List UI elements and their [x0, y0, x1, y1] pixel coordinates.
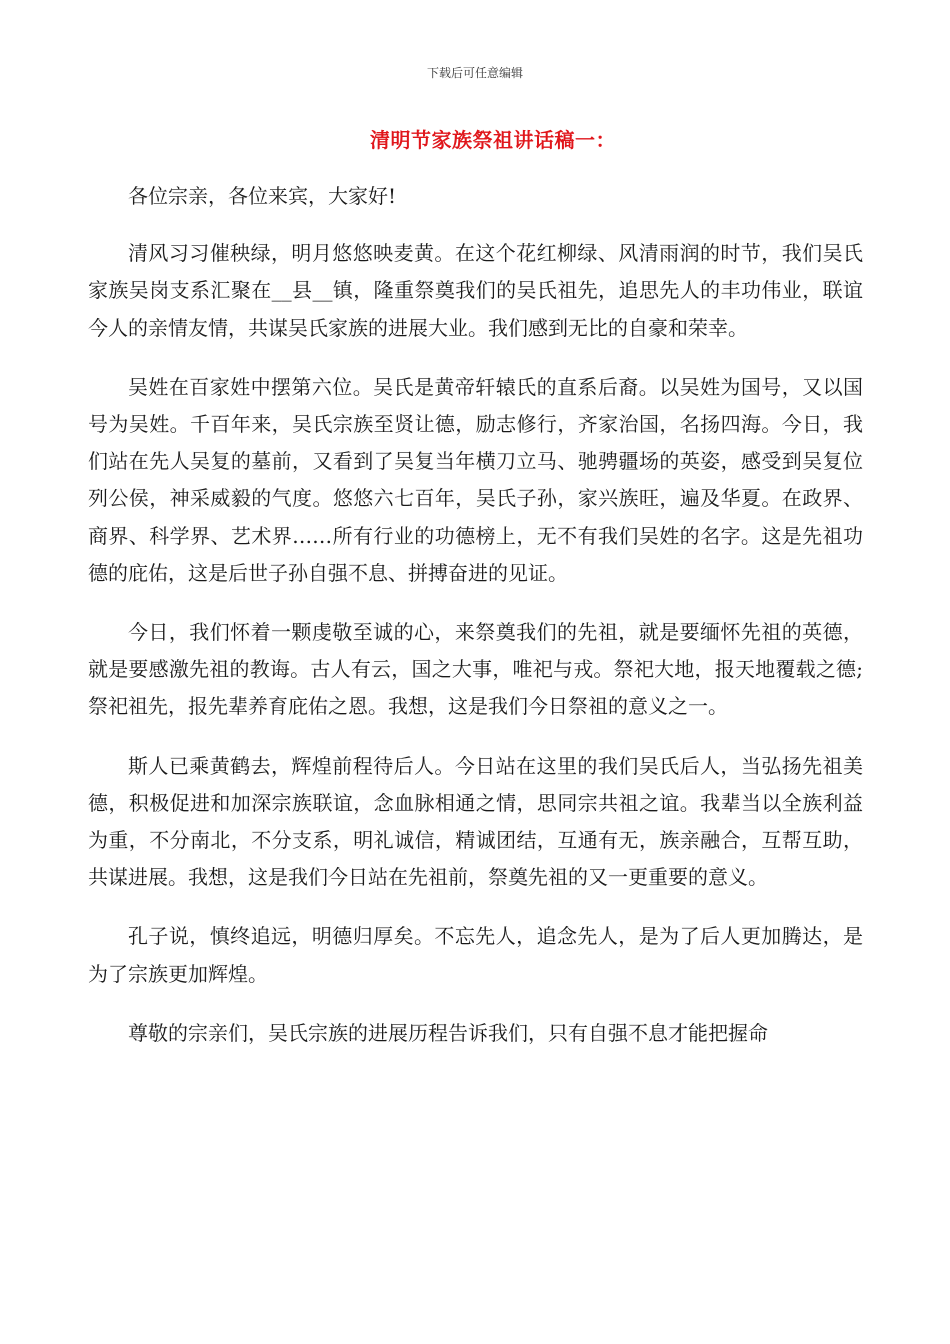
paragraph: 吴姓在百家姓中摆第六位。吴氏是黄帝轩辕氏的直系后裔。以吴姓为国号，又以国号为吴姓。千百年来，吴氏宗族至贤让德，励志修行，齐家治国，名扬四海。今日，我们站在先人吴复的墓前，又看到了吴复当年横刀立马、驰骋疆场的英姿，感受到吴复位列公侯，神采威毅的气度。悠悠六七百年，吴氏子孙，家兴族旺，遍及华夏。在政界、商界、科学界、艺术界……所有行业的功德榜上，无不有我们吴姓的名字。这是先祖功德的庇佑，这是后世子孙自强不息、拼搏奋进的见证。 — [88, 374, 863, 585]
paragraph-greeting: 各位宗亲，各位来宾，大家好! — [128, 184, 397, 208]
document-body — [88, 178, 863, 1074]
document-title: 清明节家族祭祖讲话稿一： — [370, 128, 616, 152]
paragraph: 尊敬的宗亲们，吴氏宗族的进展历程告诉我们，只有自强不息才能把握命 — [128, 1020, 768, 1045]
paragraph: 斯人已乘黄鹤去，辉煌前程待后人。今日站在这里的我们吴氏后人，当弘扬先祖美德，积极促进和加深宗族联谊，念血脉相通之情，思同宗共祖之谊。我辈当以全族利益为重，不分南北，不分支系，明礼诚信，精诚团结，互通有无，族亲融合，互帮互助，共谋进展。我想，这是我们今日站在先祖前，祭奠先祖的又一更重要的意义。 — [88, 753, 863, 890]
paragraph: 孔子说，慎终追远，明德归厚矣。不忘先人，追念先人，是为了后人更加腾达，是为了宗族更加辉煌。 — [88, 924, 863, 986]
header-note: 下载后可任意编辑 — [426, 66, 523, 80]
paragraph: 清风习习催秧绿，明月悠悠映麦黄。在这个花红柳绿、风清雨润的时节，我们吴氏家族吴岗支系汇聚在__县__镇，隆重祭奠我们的吴氏祖先，追思先人的丰功伟业，联谊今人的亲情友情，共谋吴氏家族的进展大业。我们感到无比的自豪和荣幸。 — [88, 241, 863, 340]
paragraph: 今日，我们怀着一颗虔敬至诚的心，来祭奠我们的先祖，就是要缅怀先祖的英德，就是要感激先祖的教诲。古人有云，国之大事，唯祀与戎。祭祀大地，报天地覆载之德;祭祀祖先，报先辈养育庇佑之恩。我想，这是我们今日祭祖的意义之一。 — [88, 620, 863, 719]
